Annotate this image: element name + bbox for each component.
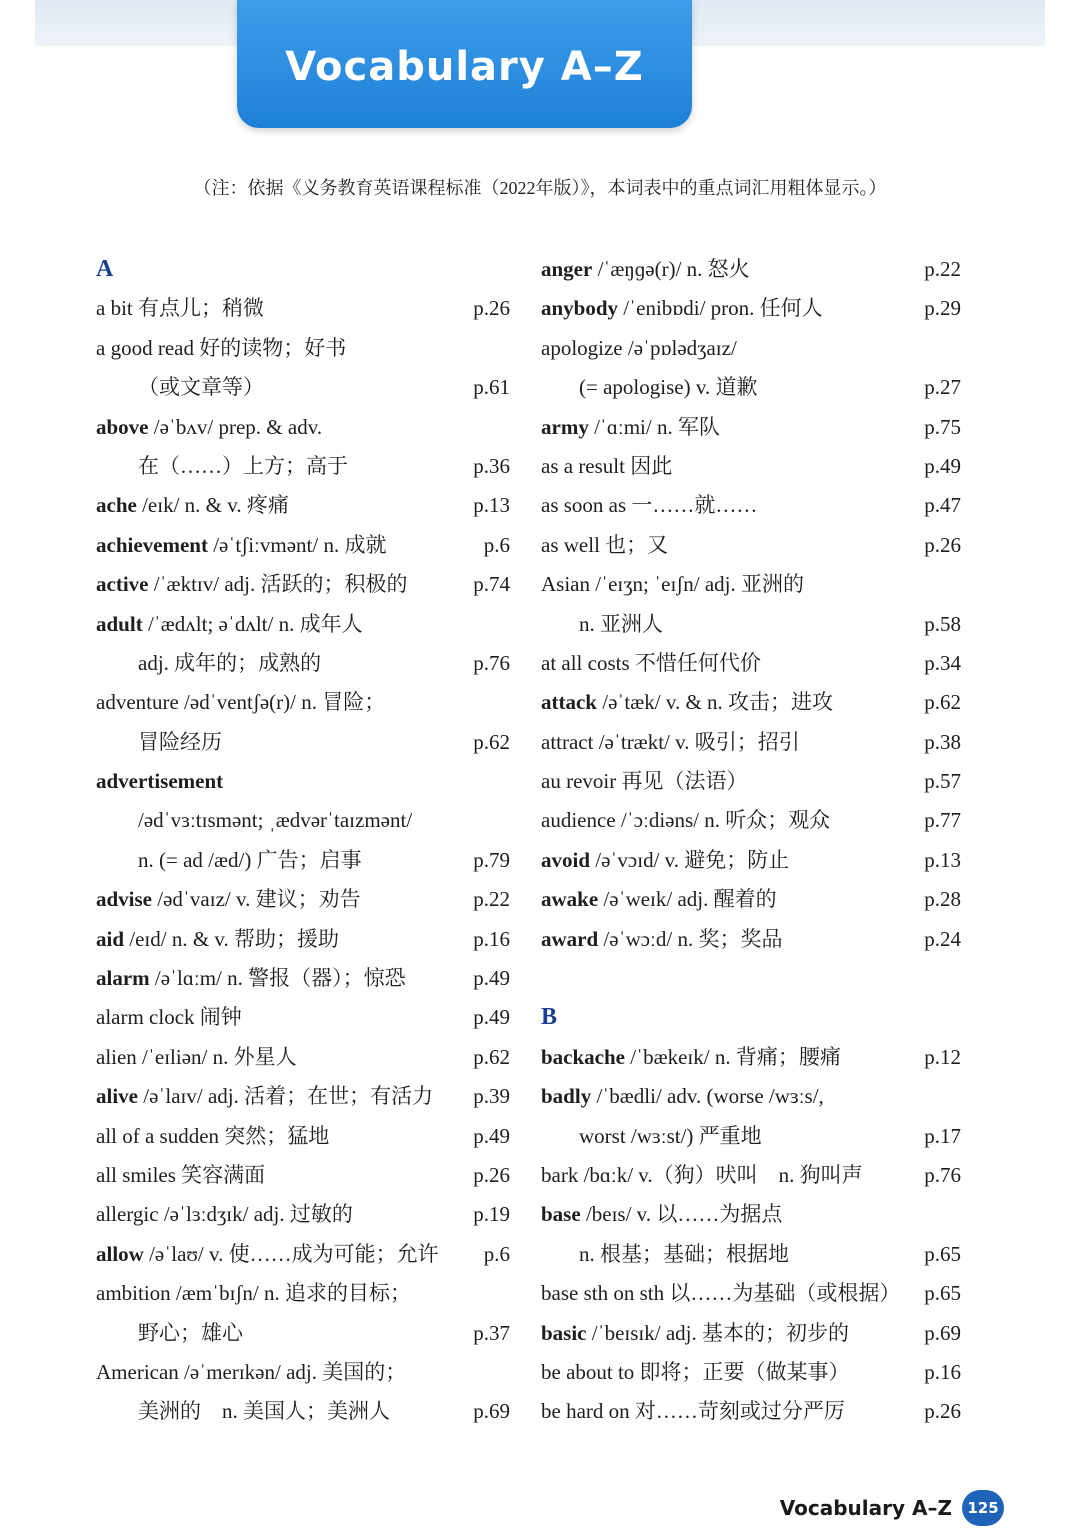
entry-continuation [96, 644, 510, 683]
headword: above [96, 414, 149, 439]
entry-definition: /əˈweɪk/ adj. 醒着的 [598, 887, 777, 912]
page-reference: p.69 [473, 1399, 510, 1424]
entry-definition: /əˈvɔɪd/ v. 避免；防止 [590, 847, 790, 872]
entry-definition: a good read 好的读物；好书 [96, 335, 347, 360]
page-reference: p.19 [473, 1202, 510, 1227]
vocab-entry [541, 1195, 961, 1234]
vocab-entry [96, 880, 510, 919]
vocab-entry [96, 289, 510, 328]
vocab-entry [96, 1077, 510, 1116]
vocab-entry [541, 1392, 961, 1431]
vocab-entry [541, 1156, 961, 1195]
footer-label: Vocabulary A–Z [779, 1496, 952, 1520]
page-reference: p.29 [924, 296, 961, 321]
entry-definition: /əˈwɔːd/ n. 奖；奖品 [598, 926, 783, 951]
page-reference: p.26 [924, 532, 961, 557]
headword: base [541, 1202, 581, 1227]
page-reference: p.13 [924, 847, 961, 872]
entry-continuation [541, 1235, 961, 1274]
vocab-entry [96, 762, 510, 801]
entry-definition: allergic /əˈlɜːdʒɪk/ adj. 过敏的 [96, 1202, 353, 1227]
entry-definition: as a result 因此 [541, 453, 673, 478]
entry-definition: all smiles 笑容满面 [96, 1162, 266, 1187]
headword: anybody [541, 296, 619, 321]
vocab-entry [541, 250, 961, 289]
vocab-entry [96, 329, 510, 368]
page-reference: p.62 [473, 1044, 510, 1069]
vocab-entry [96, 486, 510, 525]
entry-definition: /ˈbeɪsɪk/ adj. 基本的；初步的 [586, 1320, 849, 1345]
page-reference: p.49 [473, 1005, 510, 1030]
page-reference: p.49 [924, 453, 961, 478]
page-reference: p.26 [924, 1399, 961, 1424]
vocab-entry [541, 1038, 961, 1077]
headword: awake [541, 887, 599, 912]
spacer [541, 959, 961, 998]
entry-continuation-text: （或文章等） [138, 375, 264, 400]
entry-definition: a bit 有点儿；稍微 [96, 296, 264, 321]
entry-definition: bark /bɑːk/ v.（狗）吠叫 n. 狗叫声 [541, 1162, 863, 1187]
headword: active [96, 572, 149, 597]
vocab-entry [541, 486, 961, 525]
entry-continuation [96, 801, 510, 840]
page-title: Vocabulary A–Z [285, 44, 644, 90]
vocab-entry [541, 329, 961, 368]
vocab-entry [96, 1156, 510, 1195]
page-reference: p.22 [924, 257, 961, 281]
entry-definition: /ədˈvaɪz/ v. 建议；劝告 [152, 887, 361, 912]
entry-definition: adventure /ədˈventʃə(r)/ n. 冒险； [96, 690, 386, 715]
entry-continuation [96, 1392, 510, 1431]
entry-definition: all of a sudden 突然；猛地 [96, 1123, 330, 1148]
headword: advise [96, 887, 153, 912]
headword: adult [96, 611, 143, 636]
page-reference: p.62 [473, 729, 510, 754]
page-reference: p.49 [473, 966, 510, 991]
vocab-entry [541, 841, 961, 880]
vocab-entry [541, 565, 961, 604]
vocab-entry [96, 605, 510, 644]
vocab-entry [96, 1195, 510, 1234]
headword: basic [541, 1320, 587, 1345]
entry-definition: au revoir 再见（法语） [541, 769, 748, 794]
page-reference: p.34 [924, 650, 961, 675]
entry-definition: as well 也；又 [541, 532, 669, 557]
vocab-entry [96, 920, 510, 959]
entry-continuation [96, 447, 510, 486]
entry-definition: /beɪs/ v. 以……为据点 [580, 1202, 783, 1227]
entry-definition: be hard on 对……苛刻或过分严厉 [541, 1399, 845, 1424]
vocab-entry [541, 762, 961, 801]
page-reference: p.76 [473, 650, 510, 675]
entry-continuation [96, 841, 510, 880]
page-reference: p.57 [924, 769, 961, 794]
entry-definition: /ˈenibɒdi/ pron. 任何人 [618, 296, 823, 321]
entry-definition: /əˈtʃiːvmənt/ n. 成就 [207, 532, 387, 557]
page-reference: p.26 [473, 1162, 510, 1187]
entry-definition: /əˈlɑːm/ n. 警报（器）；惊恐 [149, 966, 406, 991]
entry-continuation-text: 冒险经历 [138, 729, 222, 754]
entry-definition: attract /əˈtrækt/ v. 吸引；招引 [541, 729, 800, 754]
headword: award [541, 926, 599, 951]
vocab-entry [96, 1274, 510, 1313]
vocab-entry [96, 959, 510, 998]
headword: attack [541, 690, 597, 715]
title-tab [237, 0, 692, 128]
page-reference: p.16 [473, 926, 510, 951]
vocab-entry [541, 447, 961, 486]
page-reference: p.65 [924, 1241, 961, 1266]
page-reference: p.6 [483, 1241, 510, 1266]
entry-definition: /ˈæŋɡə(r)/ n. 怒火 [592, 257, 750, 281]
page-reference: p.62 [924, 690, 961, 715]
section-letter-text: B [541, 1004, 558, 1031]
section-letter [541, 998, 961, 1037]
page-reference: p.49 [473, 1123, 510, 1148]
vocab-entry [541, 526, 961, 565]
entry-continuation-text: n. (= ad /æd/) 广告；启事 [138, 847, 362, 872]
page-reference: p.76 [924, 1162, 961, 1187]
section-letter-text: A [96, 256, 114, 282]
headword: alarm [96, 966, 150, 991]
entry-definition: audience /ˈɔːdiəns/ n. 听众；观众 [541, 808, 831, 833]
entry-definition: base sth on sth 以……为基础（或根据） [541, 1281, 901, 1306]
page-number-badge: 125 [962, 1490, 1004, 1526]
page-reference: p.6 [483, 532, 510, 557]
page-reference: p.27 [924, 375, 961, 400]
page-reference: p.79 [473, 847, 510, 872]
left-column [96, 250, 510, 1432]
entry-continuation-text: n. 亚洲人 [579, 611, 663, 636]
vocab-entry [541, 1077, 961, 1116]
entry-definition: /əˈlaɪv/ adj. 活着；在世；有活力 [138, 1084, 434, 1109]
right-column [541, 250, 961, 1432]
vocab-entry [541, 880, 961, 919]
entry-continuation-text: (= apologise) v. 道歉 [579, 375, 758, 400]
entry-definition: ambition /æmˈbɪʃn/ n. 追求的目标； [96, 1281, 411, 1306]
entry-definition: American /əˈmerɪkən/ adj. 美国的； [96, 1359, 407, 1384]
vocab-entry [541, 920, 961, 959]
entry-definition: /əˈtæk/ v. & n. 攻击；进攻 [597, 690, 834, 715]
entry-continuation [541, 368, 961, 407]
page-reference: p.39 [473, 1084, 510, 1109]
page-reference: p.69 [924, 1320, 961, 1345]
page-reference: p.17 [924, 1123, 961, 1148]
page-reference: p.38 [924, 729, 961, 754]
headword: achievement [96, 532, 208, 557]
entry-definition: /ˈbædli/ adv. (worse /wɜːs/, [591, 1084, 824, 1109]
page-reference: p.28 [924, 887, 961, 912]
headword: allow [96, 1241, 144, 1266]
entry-definition: alien /ˈeɪliən/ n. 外星人 [96, 1044, 297, 1069]
entry-definition: /ˈædʌlt; əˈdʌlt/ n. 成年人 [142, 611, 363, 636]
entry-definition: /əˈbʌv/ prep. & adv. [148, 414, 323, 439]
note-text: （注：依据《义务教育英语课程标准（2022年版）》，本词表中的重点词汇用粗体显示。） [193, 178, 887, 198]
headword: advertisement [96, 769, 224, 794]
entry-continuation-text: 美洲的 n. 美国人；美洲人 [138, 1399, 390, 1424]
entry-definition: be about to 即将；正要（做某事） [541, 1359, 850, 1384]
entry-continuation [96, 1314, 510, 1353]
entry-continuation [96, 723, 510, 762]
page-reference: p.24 [924, 926, 961, 951]
entry-continuation-text: 野心；雄心 [138, 1320, 243, 1345]
vocab-entry [541, 1314, 961, 1353]
vocab-entry [96, 1117, 510, 1156]
entry-continuation-text: adj. 成年的；成熟的 [138, 650, 322, 675]
page-reference: p.75 [924, 414, 961, 439]
vocab-entry [541, 801, 961, 840]
page-reference: p.26 [473, 296, 510, 321]
page-reference: p.74 [473, 572, 510, 597]
entry-definition: as soon as 一……就…… [541, 493, 758, 518]
entry-definition: Asian /ˈeɪʒn; ˈeɪʃn/ adj. 亚洲的 [541, 572, 805, 597]
headword: alive [96, 1084, 138, 1109]
vocab-entry [96, 1235, 510, 1274]
entry-definition: at all costs 不惜任何代价 [541, 650, 761, 675]
footer [780, 1488, 1004, 1528]
headword: backache [541, 1044, 625, 1069]
entry-continuation-text: /ədˈvɜːtɪsmənt; ˌædvərˈtaɪzmənt/ [138, 808, 413, 833]
entry-definition: /ˈɑːmi/ n. 军队 [588, 414, 720, 439]
entry-definition: /ˈæktɪv/ adj. 活跃的；积极的 [148, 572, 408, 597]
vocab-entry [541, 723, 961, 762]
page-reference: p.47 [924, 493, 961, 518]
entry-continuation-text: 在（……）上方；高于 [138, 453, 348, 478]
headword: ache [96, 493, 137, 518]
page-reference: p.58 [924, 611, 961, 636]
entry-continuation [541, 605, 961, 644]
entry-definition: /eɪk/ n. & v. 疼痛 [136, 493, 289, 518]
headword: anger [541, 257, 593, 281]
vocab-entry [96, 1038, 510, 1077]
page-reference: p.22 [473, 887, 510, 912]
vocab-entry [541, 1274, 961, 1313]
page-reference: p.13 [473, 493, 510, 518]
headword: army [541, 414, 589, 439]
headword: avoid [541, 847, 591, 872]
page-reference: p.77 [924, 808, 961, 833]
vocab-entry [96, 565, 510, 604]
entry-continuation [96, 368, 510, 407]
vocab-entry [541, 408, 961, 447]
entry-continuation [541, 1117, 961, 1156]
headword: badly [541, 1084, 592, 1109]
entry-definition: /əˈlaʊ/ v. 使……成为可能；允许 [143, 1241, 439, 1266]
vocab-entry [96, 683, 510, 722]
entry-continuation-text: n. 根基；基础；根据地 [579, 1241, 789, 1266]
page-reference: p.36 [473, 453, 510, 478]
vocab-entry [96, 1353, 510, 1392]
vocab-entry [541, 1353, 961, 1392]
entry-continuation-text: worst /wɜːst/) 严重地 [579, 1123, 762, 1148]
page-reference: p.65 [924, 1281, 961, 1306]
vocab-entry [541, 289, 961, 328]
entry-definition: /eɪd/ n. & v. 帮助；援助 [124, 926, 340, 951]
entry-definition: alarm clock 闹钟 [96, 1005, 242, 1030]
section-letter [96, 250, 510, 289]
entry-definition: /ˈbækeɪk/ n. 背痛；腰痛 [625, 1044, 841, 1069]
headword: aid [96, 926, 125, 951]
vocab-entry [541, 644, 961, 683]
page-reference: p.16 [924, 1359, 961, 1384]
vocab-entry [541, 683, 961, 722]
page-reference: p.12 [924, 1044, 961, 1069]
entry-definition: apologize /əˈpɒlədʒaɪz/ [541, 335, 737, 360]
vocab-entry [96, 998, 510, 1037]
page-reference: p.61 [473, 375, 510, 400]
vocab-entry [96, 408, 510, 447]
page-reference: p.37 [473, 1320, 510, 1345]
vocab-entry [96, 526, 510, 565]
